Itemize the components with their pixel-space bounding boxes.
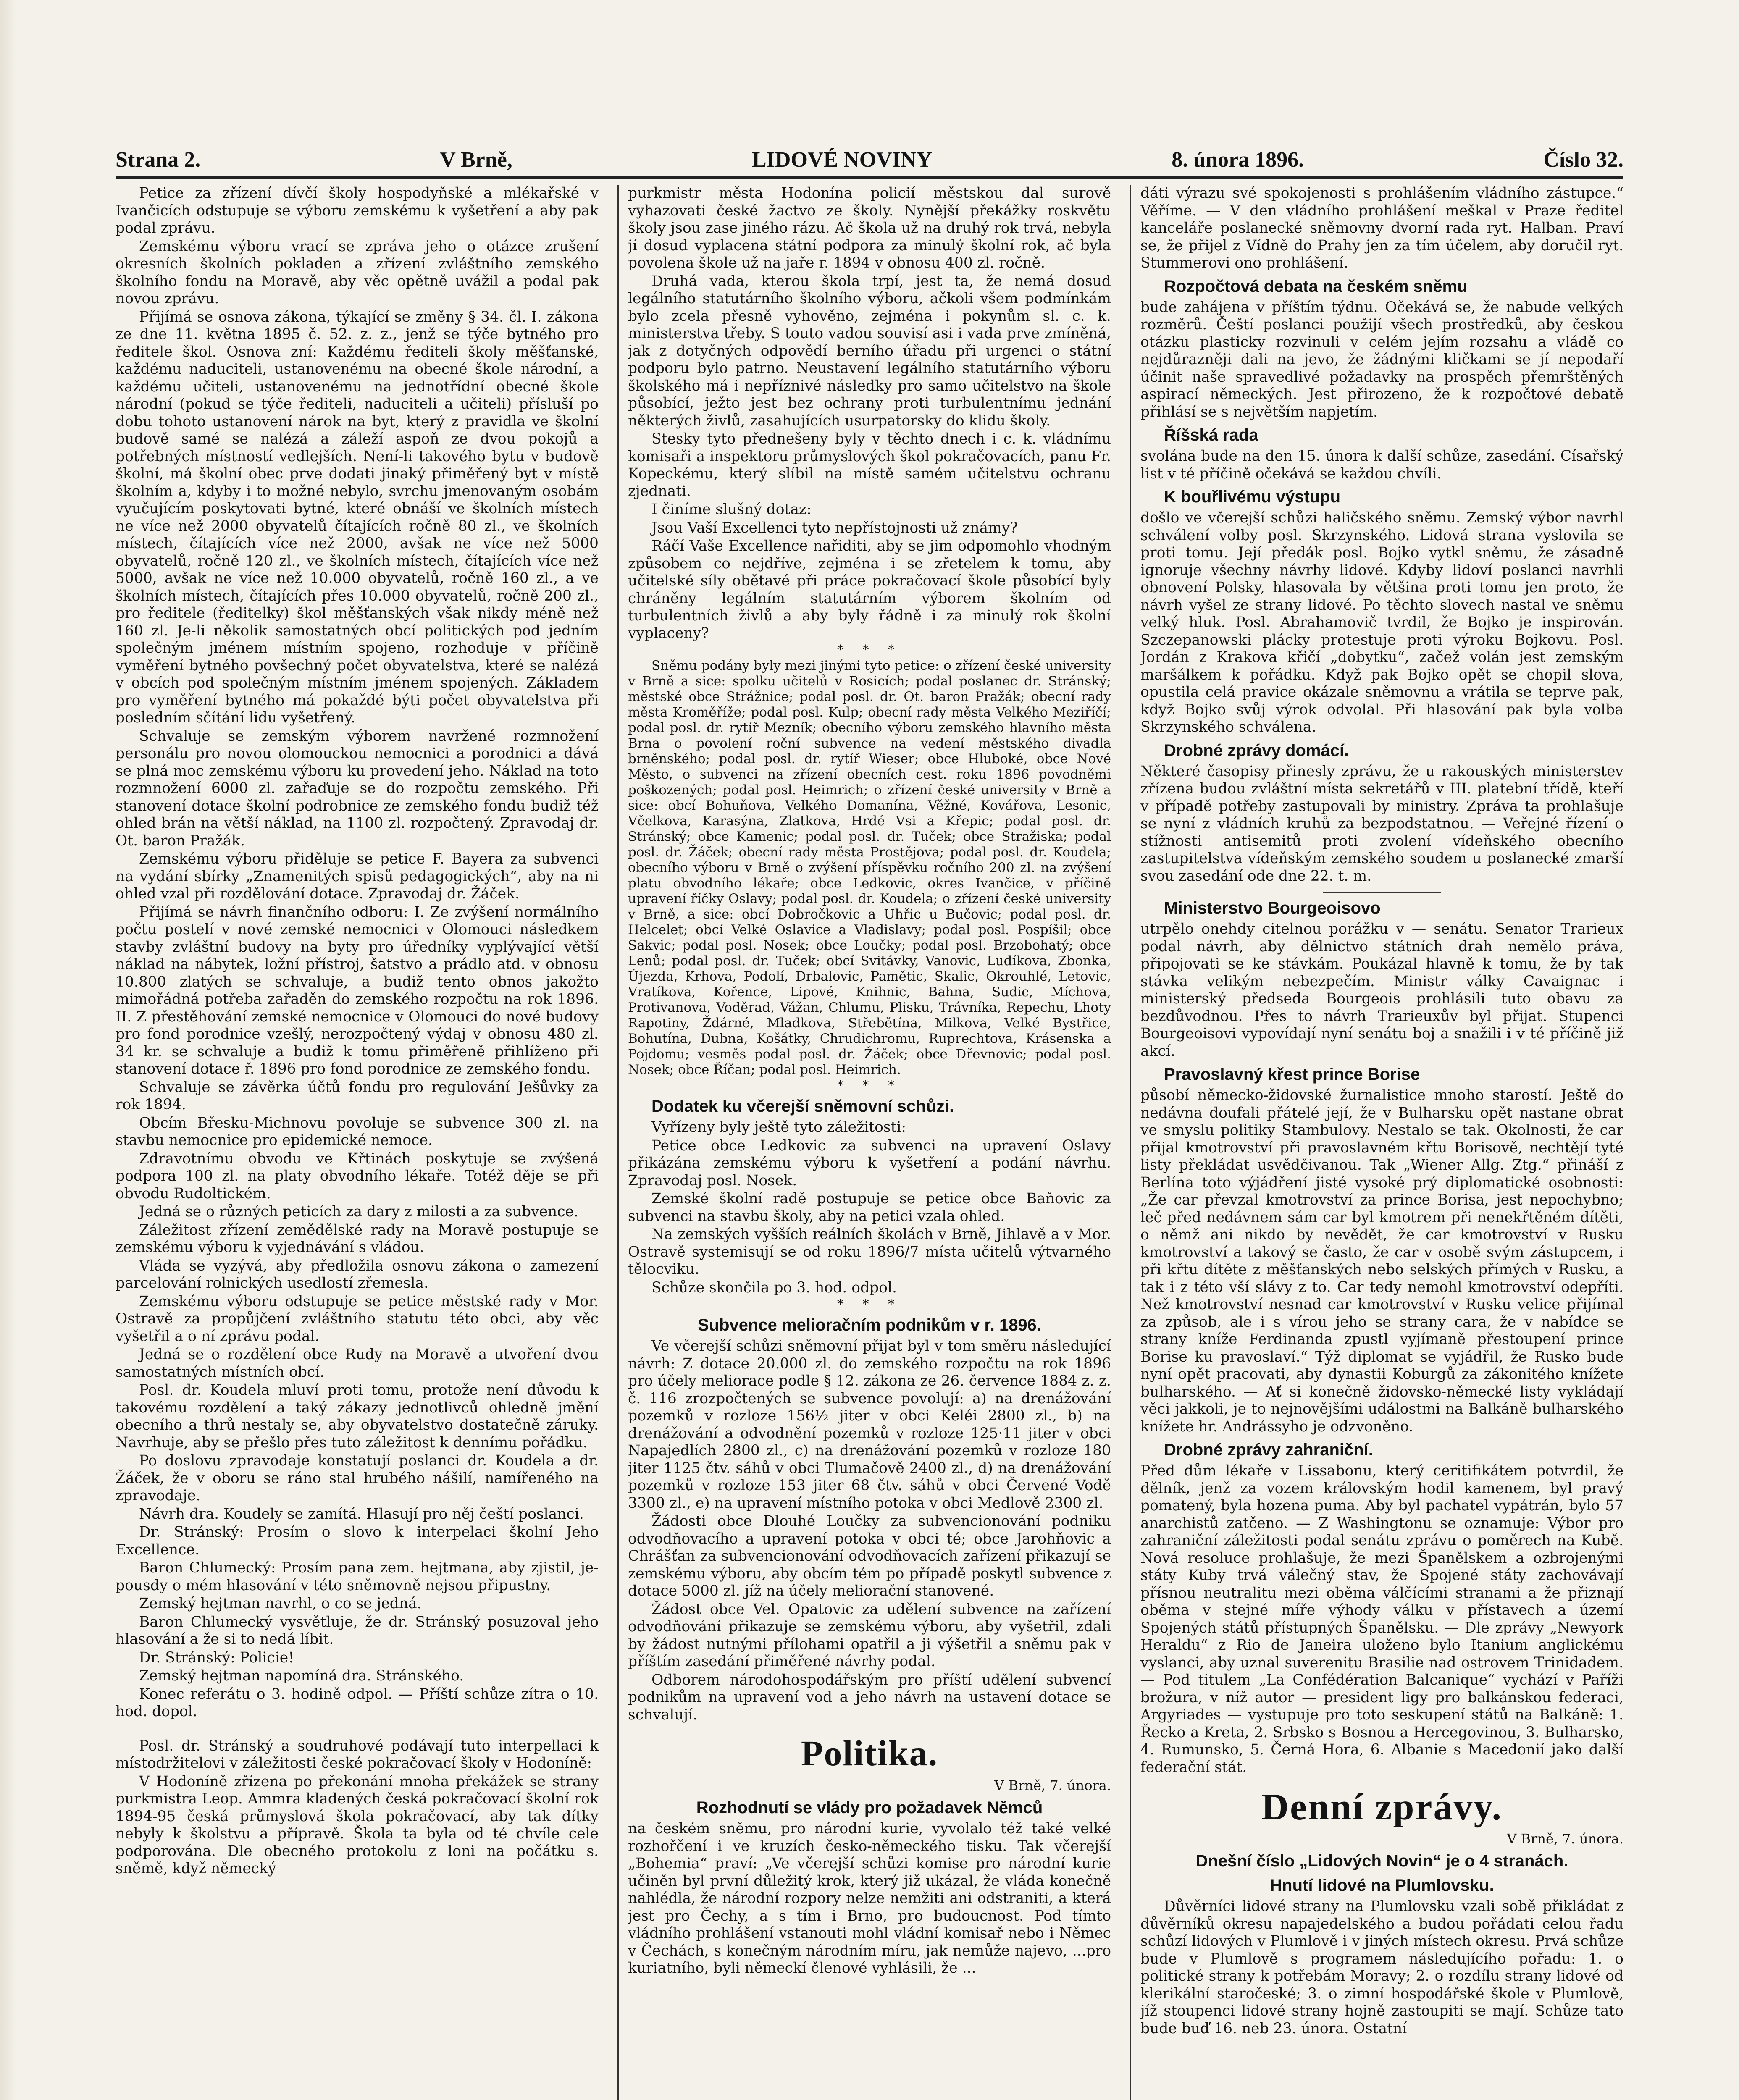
paragraph: Žádost obce Vel. Opatovic za udělení subvence na zařízení odvodňování přikazuje se zemskému výboru, aby vyšetřil, zdali by žádost nutnými přílohami opatřil a ji výšetřil a sněmu pak v příštím zasedání přiměřené návrhy podal. bbox=[628, 1601, 1111, 1670]
paragraph: Ráčí Vaše Excellence nařiditi, aby se jim odpomohlo vhodným způsobem co nejdříve, zejména i se zřetelem k tomu, aby učitelské síly obětavé při práce pokračovací škole působící byly chráněny legálním statutárním výborem školním od turbulentních živlů a aby byly řádně i za minulý rok školní vyplaceny? bbox=[628, 538, 1111, 642]
paragraph: Baron Chlumecký vysvětluje, že dr. Stránský posuzoval jeho hlasování a že si to nedá líbit. bbox=[116, 1613, 599, 1648]
paragraph: působí německo-židovské žurnalistice mnoho starostí. Ještě do nedávna doufali přátelé její, že v Bulharsku opět nastane obrat ve smyslu politiky Stambulovy. Nestalo se tak. Okolnosti, že car přijal kmotrovství při pravoslavném křtu Borisově, nechtějí tyté listy překládat usvědčivanou. Tak „Wiener Allg. Ztg.“ přináší z Berlína toto výjádření jisté vysoké prý diplomatické osobnosti: „Že car převzal kmotrovství za prince Borisa, jest nepochybno; leč před nedávnem sám car byl kmotrem při nenekřtěném dítěti, o němž ani nikdo by nevědět, že car kmotrovství v Rusku kmotrovství a takový se často, že car v osobě svým zástupcem, i při křtu dítěte z měšťanských nebo selských přímých v Rusku, a tak i z této vší slávy z to. Car tedy nemohl kmotrovství odepříti. Než kmotrovství nesnad car kmotrovství v Rusku velice přijímal za způsob, ale i s vírou jeho se strany cara, že v nabídce se strany kníže Ferdinanda zpustl vyjímaně přestoupení prince Borise ku pravoslaví.“ Týž diplomat se vyjádřil, že Rusko bude nyní opět pracovati, aby dynastii Koburgů za zákonitého knížete bulharského. — Ať si konečně židovsko-německé listy vykládají věci jakkoli, je to nejnovějšími událostmi na Balkáně bulharského knížete hr. Andrássyho je odzvoněno. bbox=[1140, 1087, 1623, 1435]
paragraph: Před dům lékaře v Lissabonu, který ceritifikátem potvrdil, že dělník, jenž za vozem královským hodil kamenem, byl pravý pomatený, byla hozena puma. Aby byl pachatel vypátrán, bylo 57 anarchistů zatčeno. — Z Washingtonu se oznamuje: Výbor pro zahraniční záležitosti podal senátu zprávu o poměrech na Kubě. Nová resoluce prohlašuje, že mezi Španělskem a ozbrojenými státy Kuby trvá válečný stav, že Spojené státy zachovávají přísnou neutralitu mezi oběma válčícími stranami a že přiznají oběma v stejné míře výhody válku v přístavech a území Spojených států přístupných Španělsku. — Dle zprávy „Newyork Heraldu“ z Rio de Janeira uloženo bylo Itanium anglickému vyslanci, aby uznal suverenitu Brasilie nad ostrovem Trinidadem. — Pod titulem „La Confédération Balcanique“ vychází v Paříži brožura, v níž autor — president ligy pro balkánskou federaci, Argyriades — vystupuje pro toto seskupení států na Balkáně: 1. Řecko a Kreta, 2. Srbsko s Bosnou a Hercegovinou, 3. Bulharsko, 4. Rumunsko, 5. Černá Hora, 6. Albanie s Macedonií jako další federační stát. bbox=[1140, 1462, 1623, 1776]
column-rule bbox=[1130, 185, 1131, 2100]
paragraph: Konec referátu o 3. hodině odpol. — Příští schůze zítra o 10. hod. dopol. bbox=[116, 1685, 599, 1720]
section-heading: Drobné zprávy domácí. bbox=[1164, 741, 1349, 760]
paragraph: Odborem národohospodářským pro příští udělení subvencí podnikům na upravení vod a jeho návrh na ustavení dotace se schvalují. bbox=[628, 1671, 1111, 1723]
paragraph: Sněmu podány byly mezi jinými tyto petice: o zřízení české university v Brně a sice: spolku učitelů v Rosicích; podal poslanec dr. Stránský; městské obce Strážnice; podal posl. dr. Ot. baron Pražák; obecní rady města Kroměříže; podal posl. Kulp; obecní rady města Velkého Meziříčí; podal posl. dr. rytíř Mezník; obecního výboru zemského hlavního města Brna o povolení roční subvence na vedení městského divadla brněnského; podal posl. dr. rytíř Wieser; obce Hluboké, obce Nové Město, o subvenci na zřízení obecních cest. roku 1896 povodněmi poškozených; podal posl. Heimrich; o zřízení české university v Brně a sice: obcí Bohuňova, Velkého Domanína, Věžné, Kovářova, Lesonic, Včelkova, Karasýna, Zlatkova, Hrdé Vsi a Křepic; podal posl. dr. Stránský; obce Kamenic; podal posl. dr. Tuček; obce Stražiska; podal posl. dr. Žáček; obecní rady města Prostějova; podal posl. dr. Koudela; obecního výboru v Brně o zvýšení příspěvku ročního 200 zl. na zvýšení platu obvodního lékaře; obce Ledkovic, okres Ivančice, v příčině upravení říčky Oslavy; podal posl. dr. Koudela; o zřízení české university v Brně, a sice: obcí Dobročkovic a Uhřic u Bučovic; podal posl. dr. Helcelet; obcí Velké Oslavice a Vladislavy; podal posl. Pospíšil; obce Sakvic; podal posl. Nosek; obce Loučky; podal posl. Brzobohatý; obce Lenů; podal posl. dr. Tuček; obcí Svitávky, Vanovic, Ludíkova, Zbonka, Újezda, Krhova, Podolí, Drbalovic, Pamětic, Skalic, Okrouhlé, Letovic, Vratíkova, Kořence, Lipové, Knihnic, Bahna, Sudic, Míchova, Protivanova, Voděrad, Vážan, Chlumu, Plisku, Trávníka, Repechu, Lhoty Rapotiny, Ždárné, Mladkova, Střebětína, Milkova, Velké Bystřice, Bohutína, Dubna, Košátky, Chrudichromu, Ruprechtova, Krásenska a Pojdomu; vesměs podal posl. dr. Žáček; obce Dřevnovic; podal posl. Nosek; obce Říčan; podal posl. Heimrich. bbox=[628, 658, 1111, 1077]
paragraph: Dr. Stránský: Prosím o slovo k interpelaci školní Jeho Excellence. bbox=[116, 1524, 599, 1558]
paragraph: Schvaluje se zemským výborem navržené rozmnožení personálu pro novou olomouckou nemocnici a porodnici a dává se plná moc zemskému výboru ku provedení jeho. Náklad na toto rozmnožení 6000 zl. zařaďuje se do rozpočtu zemského. Při stanovení dotace školní podrobnice ze zemského fondu budiž též ohled brán na větší náklad, na 1100 zl. rozpočtený. Zpravodaj dr. Ot. baron Pražák. bbox=[116, 727, 599, 849]
paragraph: Zemskému výboru přiděluje se petice F. Bayera za subvenci na vydání sbírky „Znamenitých spisů pedagogických“, aby na ni ohled vzal při rozdělování dotace. Zpravodaj dr. Žáček. bbox=[116, 850, 599, 902]
paragraph: Na zemských vyšších reálních školách v Brně, Jihlavě a v Mor. Ostravě systemisují se od roku 1896/7 místa učitelů výtvarného tělocviku. bbox=[628, 1226, 1111, 1278]
paragraph: Zemskému výboru vrací se zpráva jeho o otázce zrušení okresních školních pokladen a zřízení zvláštního zemského školního fondu na Moravě, aby věc opětně uvážil a podal pak novou zprávu. bbox=[116, 238, 599, 307]
paragraph: Posl. dr. Stránský a soudruhové podávají tuto interpellaci k místodržitelovi v záležitosti české pokračovací školy v Hodoníně: bbox=[116, 1737, 599, 1772]
paragraph: Záležitost zřízení zemědělské rady na Moravě postupuje se zemskému výboru k vyjednávání s vládou. bbox=[116, 1221, 599, 1256]
paragraph: Důvěrníci lidové strany na Plumlovsku vzali sobě přikládat z důvěrníků okresu napajedelského a budou pořádati celou řadu schůzí lidových v Plumlově i v jiných místech okresu. Prvá schůze bude v Plumlově s programem následujícího pořadu: 1. o politické strany k potřebám Moravy; 2. o rozdílu strany lidové od klerikální staročeské; 3. o zimní hospodářské škole v Plumlově, jíž stoupenci lidové strany hojně zastoupiti se mají. Schůze tato bude buď 16. neb 23. února. Ostatní bbox=[1140, 1898, 1623, 2037]
column-1 bbox=[116, 185, 599, 2100]
page-edge bbox=[0, 0, 17, 2100]
paragraph: Schůze skončila po 3. hod. odpol. bbox=[651, 1279, 897, 1296]
paragraph: na českém sněmu, pro národní kurie, vyvolalo též také velké rozhořčení i ve kruzích česko-německého tisku. Tak včerejší „Bohemia“ praví: „Ve včerejší schůzi komise pro národní kurie učiněn byl první důležitý krok, který již ukázal, že vláda konečně nahlédla, že národní rozpory nelze nemžiti ani odstraniti, a která jest pro Čechy, a s tím i Brno, pro budoucnost. Pod tímto vládního prohlášení vstanouti mohl vládní komisař nebo i Němec v Čechách, s konečným národním míru, jak nemůže najevo, ...pro kuriatního, byli německí členové vyhlásili, že ... bbox=[628, 1820, 1111, 1977]
page-number: Strana 2. bbox=[116, 148, 201, 172]
paragraph: Zemský hejtman napomíná dra. Stránského. bbox=[139, 1667, 464, 1684]
section-heading: Dodatek ku včerejší sněmovní schůzi. bbox=[651, 1097, 954, 1116]
paragraph: Ve včerejší schůzi sněmovní přijat byl v tom směru následující návrh: Z dotace 20.000 zl. do zemského rozpočtu na rok 1896 pro účely meliorace podle § 12. zákona ze 26. července 1884 z. z. č. 116 zrozpočtených se subvence povolují: a) na drenážování pozemků v rozloze 156½ jiter v obci Keléi 2800 zl., b) na drenážování a odvodnění pozemků v rozloze 125·11 jiter v obci Napajedlích 2800 zl., c) na drenážování pozemků v rozloze 180 jiter 1125 čtv. sáhů v obci Tlumačově 2400 zl., d) na drenážování pozemků v rozloze 153 jiter 68 čtv. sáhů v obci Červené Vodě 3300 zl., e) na upravení místního potoka v obci Medlově 2300 zl. bbox=[628, 1338, 1111, 1512]
section-heading: Pravoslavný křest prince Borise bbox=[1164, 1065, 1420, 1084]
paragraph: Jedná se o rozdělení obce Rudy na Moravě a utvoření dvou samostatných místních obcí. bbox=[116, 1346, 599, 1381]
paragraph: Obcím Břesku-Michnovu povoluje se subvence 300 zl. na stavbu nemocnice pro epidemické nemoce. bbox=[116, 1114, 599, 1149]
column-2 bbox=[628, 185, 1111, 2100]
section-heading: Drobné zprávy zahraniční. bbox=[1164, 1441, 1373, 1459]
paragraph: Jedná se o různých peticích za dary z milosti a za subvence. bbox=[139, 1203, 578, 1220]
paragraph: Po doslovu zpravodaje konstatují poslanci dr. Koudela a dr. Žáček, že v oboru se ráno stal hrubého nášilí, namířeného na zpravodaje. bbox=[116, 1452, 599, 1504]
paragraph: utrpělo onehdy citelnou porážku v — senátu. Senator Trarieux podal návrh, aby dělnictvo státních drah nemělo práva, připojovati se ke stávkám. Poukázal hlavně k tomu, že by tak stávka velikým nebezpečím. Ministr války Cavaignac i ministerský předseda Bourgeois prohlásili tuto obavu za bezdůvodnou. Přes to návrh Trarieuxův byl přijat. Stupenci Bourgeoisovi vypovídají nyní senátu boj a snažili i v té příčině již akcí. bbox=[1140, 921, 1623, 1060]
section-heading: Říšská rada bbox=[1164, 426, 1258, 444]
paragraph: I činíme slušný dotaz: bbox=[651, 501, 812, 518]
newspaper-title: LIDOVÉ NOVINY bbox=[751, 148, 933, 172]
section-heading: Subvence melioračním podnikům v r. 1896. bbox=[697, 1316, 1042, 1334]
city: V Brně, bbox=[440, 148, 512, 172]
paragraph: V Hodoníně zřízena po překonání mnoha překážek se strany purkmistra Leop. Ammra kladených česká pokračovací školní rok 1894-95 česká průmyslová škola pokračovací, aby tak dítky nebyly k školstvu a přípravě. Škola ta byla od té chvíle cele podporována. Dle obecného protokolu z loni na počátku s. sněmě, když německý bbox=[116, 1773, 599, 1877]
paragraph: Dr. Stránský: Policie! bbox=[139, 1649, 294, 1666]
paragraph: purkmistr města Hodonína policií městskou dal surově vyhazovati české žactvo ze školy. Nynější překážky roskvětu školy jsou zase jiného rázu. Ač škola už na druhý rok trvá, nebyla jí dosud vyplacena státní podpora za minulý školní rok, ač byla povolena škole už na jaře r. 1894 v obnosu 400 zl. ročně. bbox=[628, 185, 1111, 271]
paragraph: Jsou Vaší Excellenci tyto nepřístojnosti už známy? bbox=[651, 519, 1018, 536]
column-3 bbox=[1140, 185, 1623, 2100]
divider bbox=[1323, 892, 1441, 893]
section-separator: * * * bbox=[837, 1078, 902, 1093]
dateline: V Brně, 7. února. bbox=[1507, 1831, 1623, 1847]
paragraph: Stesky tyto přednešeny byly v těchto dnech i c. k. vládnímu komisaři a inspektoru průmyslových škol pokračovacích, panu Fr. Kopeckému, který slíbil na místě samém učitelstvu ochranu zjednati. bbox=[628, 430, 1111, 500]
paragraph: Žádosti obce Dlouhé Loučky za subvencionování podniku odvodňovacího a upravení potoka v obci té; obce Jarohňovic a Chrášťan za subvencionování odvodňovacích zařízení přikazují se zemskému výboru, aby obcím tém po případě poskytl subvence z dotace 5000 zl. jíž na účely meliorační stanovené. bbox=[628, 1513, 1111, 1599]
masthead bbox=[116, 139, 1623, 179]
paragraph: Vláda se vyzývá, aby předložila osnovu zákona o zamezení parcelování rolnických usedlostí zřemesla. bbox=[116, 1257, 599, 1292]
paragraph: došlo ve včerejší schůzi haličského sněmu. Zemský výbor navrhl schválení volby posl. Skrzynského. Lidová strana vyslovila se proti tomu. Její předák posl. Bojko vytkl sněmu, že zásadně ignoruje všechny návrhy lidové. Kdyby lidoví poslanci navrhli obnovení Polsky, hlasovala by většina proti tomu jen proto, že návrh vyšel ze strany lidové. Po těchto slovech nastal ve sněmu velký hluk. Posl. Abrahamovič tvrdil, že Bojko je inspirován. Szczepanowski plácky protestuje proti výroku Bojkovu. Posl. Jordán z Krakova křičí „dobytku“, začež volán jest zemským maršálkem k pořádku. Když pak Bojko opět se chopil slova, opustila celá pravice okázale sněmovnu a vrátila se teprve pak, když Bojko svůj výrok odvolal. Při hlasování pak byla volba Skrzynského schválena. bbox=[1140, 509, 1623, 735]
paragraph: Druhá vada, kterou škola trpí, jest ta, že nemá dosud legálního statutárního školního výboru, ačkoli všem podmínkám bylo zcela přesně vyhověno, zejména i pokynům sl. c. k. ministerstva třeby. S touto vadou souvisí asi i vada prve zmíněná, jak z dotyčných odpovědí berního úřadu při urgenci o státní podporu bylo patrno. Neustavení legálního statutárního výboru školského má i nepříznivé následky pro samo učitelstvo na škole působící, ježto jest bez ochrany proti turbulentnímu jednání některých živlů, zasahujících usurpatorsky do klidu školy. bbox=[628, 273, 1111, 429]
dateline: V Brně, 7. února. bbox=[994, 1777, 1111, 1793]
section-title-politika: Politika. bbox=[801, 1733, 938, 1773]
issue-number: Číslo 32. bbox=[1543, 148, 1623, 172]
paragraph: Vyřízeny byly ještě tyto záležitosti: bbox=[651, 1119, 906, 1136]
paragraph: bude zahájena v příštím týdnu. Očekává se, že nabude velkých rozměrů. Čeští poslanci použijí všech prostředků, aby českou otázku plasticky rozvinuli v celém jejím rozsahu a vládě co nejdůrazněji dali na jevo, že žádnými kličkami se jí nepodaří účinit naše spravedlivé požadavky na prospěch přemrštěných aspirací německých. Jest přirozeno, že k rozpočtové debatě přihlásí se s největším napjetím. bbox=[1140, 299, 1623, 420]
section-separator: * * * bbox=[837, 643, 902, 657]
paragraph: Zemský hejtman navrhl, o co se jedná. bbox=[139, 1595, 422, 1612]
paragraph: svolána bude na den 15. února k další schůze, zasedání. Císařský list v té příčině očekává se každou chvíli. bbox=[1140, 448, 1623, 482]
issue-date: 8. února 1896. bbox=[1172, 148, 1304, 172]
section-heading: Rozhodnutí se vlády pro požadavek Němců bbox=[696, 1798, 1043, 1817]
paragraph: dáti výrazu své spokojenosti s prohlášením vládního zástupce.“ Věříme. — V den vládního prohlášení meškal v Praze ředitel kanceláře poslanecké sněmovny dvorní rada ryt. Halban. Praví se, že přijel z Vídně do Prahy jen za tím účelem, aby doručil ryt. Stummerovi ono prohlášení. bbox=[1140, 185, 1623, 271]
section-heading: Ministerstvo Bourgeoisovo bbox=[1164, 899, 1381, 917]
paragraph: Zemské školní radě postupuje se petice obce Baňovic za subvenci na stavbu školy, aby na petici vzala ohled. bbox=[628, 1190, 1111, 1225]
paragraph: Petice obce Ledkovic za subvenci na upravení Oslavy přikázána zemskému výboru k vyšetření a podání návrhu. Zpravodaj posl. Nosek. bbox=[628, 1137, 1111, 1189]
paragraph: Petice za zřízení dívčí školy hospodyňské a mlékařské v Ivančicích odstupuje se výboru zemskému k vyšetření a aby pak podal zprávu. bbox=[116, 185, 599, 236]
paragraph: Některé časopisy přinesly zprávu, že u rakouských ministerstev zřízena budou zvláštní místa sekretářů v III. platební třídě, kteří v případě potřeby zastupovali by ministry. Zpráva ta prohlašuje se nyní z vládních kruhů za bezpodstatnou. — Veřejné řízení o stížnosti antisemitů proti zvolení vídeňského obecního zastupitelstva vídeňským zemského soudem u poslanecké zmarší svou zasedání ode dne 22. t. m. bbox=[1140, 763, 1623, 885]
paragraph: Posl. dr. Koudela mluví proti tomu, protože není důvodu k takovému rozdělení a taký zákazy jednotlivců ohledně jmění obecního a thrů nestaly se, aby obyvatelstvo dostatečně záruky. Navrhuje, aby se přešlo přes tuto záležitost k dennímu pořádku. bbox=[116, 1382, 599, 1451]
paragraph: Schvaluje se závěrka účtů fondu pro regulování Ješůvky za rok 1894. bbox=[116, 1079, 599, 1113]
column-rule bbox=[617, 185, 619, 2100]
section-heading: Hnutí lidové na Plumlovsku. bbox=[1270, 1876, 1494, 1895]
paragraph: Zdravotnímu obvodu ve Křtinách poskytuje se zvýšená podpora 100 zl. na platy obvodního lékaře. Totéž děje se při obvodu Rudoltickém. bbox=[116, 1150, 599, 1202]
paragraph: Baron Chlumecký: Prosím pana zem. hejtmana, aby zjistil, je-pousdy o mém hlasování v této sněmovně nejsou připustny. bbox=[116, 1559, 599, 1594]
section-heading: Rozpočtová debata na českém sněmu bbox=[1164, 277, 1468, 296]
paragraph: Zemskému výboru odstupuje se petice městské rady v Mor. Ostravě za propůjčení zvláštního statutu této obci, aby věc vyšetřil a o ní zprávu podal. bbox=[116, 1293, 599, 1345]
paragraph: Návrh dra. Koudely se zamítá. Hlasují pro něj čeští poslanci. bbox=[139, 1505, 584, 1522]
section-heading: K bouřlivému výstupu bbox=[1164, 488, 1341, 506]
section-separator: * * * bbox=[837, 1297, 902, 1312]
paragraph: Přijímá se osnova zákona, týkající se změny § 34. čl. I. zákona ze dne 11. května 1895 č. 52. z. z., jenž se týče bytného pro ředitele škol. Osnova zní: Každému řediteli školy měšťanské, každému naduciteli, ustanovenému na obecné škole národní, a každému učiteli, ustanovenému na jednotřídní obecné škole národní (pokud se týče řediteli, naduciteli a učiteli) přísluší po dobu tohoto ustanovení nárok na byt, který z pravidla ve školní budově samé se nalézá a záleží aspoň ze dvou pokojů a potřebných místností vedlejších. Není-li takového bytu v budově školní, má školní obec prve dodati jinaký přiměřený byt v místě školním a, kdyby i to možné nebylo, svrchu jmenovaným osobám vyučujícím poskytovati bytné, které obnáší ve školních místech ne více než 2000 obyvatelů čítajících ročně 80 zl., ve školních místech, čítajících více než 2000, avšak ne více než 5000 obyvatelů, ročně 120 zl., ve školních místech, čítajících více než 5000, avšak ne více než 10.000 obyvatelů, ročně 160 zl., a ve školních místech, čítajících přes 10.000 obyvatelů, ročně 200 zl., pro ředitele (ředitelky) škol měšťanských však nikdy méně než 160 zl. Je-li několik samostatných obcí politických pod jedním společným jménem místním spojeno, rozhoduje v příčině vyměření bytného povšechný počet obyvatelstva, které se nalézá v obcích pod společným místním jménem spojených. Základem pro vyměření bytného má pokaždé býti počet obyvatelstva při posledním sčítání lidu vyšetřený. bbox=[116, 308, 599, 726]
section-heading: Dnešní číslo „Lidových Novin“ je o 4 stranách. bbox=[1195, 1852, 1568, 1870]
section-title-denni-zpravy: Denní zprávy. bbox=[1261, 1786, 1503, 1828]
paragraph: Přijímá se návrh finančního odboru: I. Ze zvýšení normálního počtu postelí v nové zemské nemocnici v Olomouci následkem stavby zvláštní budovy na byty pro úředníky vyplývající větší náklad na nábytek, ložní přístroj, šatstvo a prádlo atd. v obnosu 10.800 zlatých se schvaluje, a budiž tento obnos jakožto mimořádná potřeba zařaděn do zemského rozpočtu na rok 1896. II. Z přestěhování zemské nemocnice v Olomouci do nové budovy pro fond porodnice vzešlý, nerozpočtený výdaj v obnosu 480 zl. 34 kr. se schvaluje a budiž k tomu přiměřeně přihlíženo při stanovení dotace ř. 1896 pro fond porodnice ze zemského fondu. bbox=[116, 903, 599, 1077]
